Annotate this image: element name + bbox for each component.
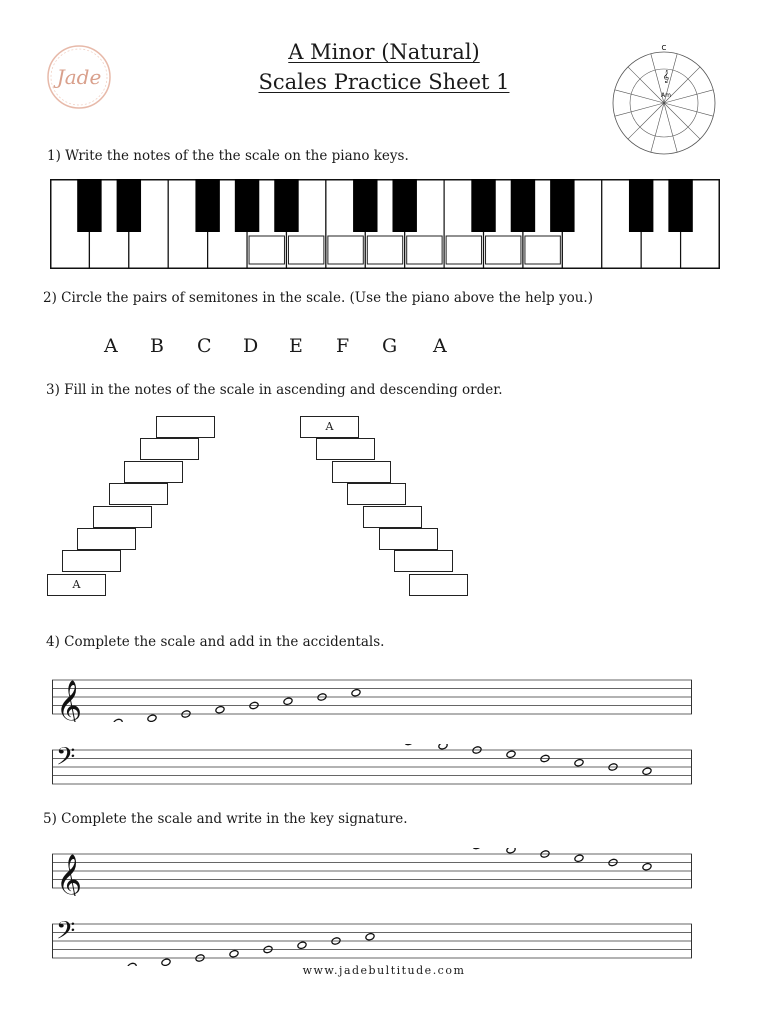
whole-note — [574, 854, 584, 863]
bass-staff-q5 — [52, 918, 692, 966]
descending-step[interactable] — [394, 550, 453, 572]
wheel-segment-line — [664, 103, 713, 116]
descending-step[interactable] — [363, 506, 422, 528]
wheel-segment-line — [615, 103, 664, 116]
scale-letter[interactable]: G — [382, 335, 398, 357]
bass-staff-q4 — [52, 744, 692, 792]
answer-box[interactable] — [367, 236, 402, 264]
black-key[interactable] — [195, 179, 219, 232]
black-key[interactable] — [274, 179, 298, 232]
whole-note — [472, 848, 482, 850]
black-key[interactable] — [77, 179, 101, 232]
wheel-segment-line — [664, 103, 700, 139]
black-key[interactable] — [235, 179, 259, 232]
ascending-step[interactable] — [62, 550, 121, 572]
ascending-step[interactable] — [156, 416, 215, 438]
whole-note — [113, 718, 123, 722]
footer-website[interactable]: www.jadebultitude.com — [302, 964, 466, 977]
answer-box[interactable] — [328, 236, 363, 264]
answer-box[interactable] — [525, 236, 560, 264]
descending-step[interactable] — [332, 461, 391, 483]
whole-note — [215, 705, 225, 714]
answer-box[interactable] — [407, 236, 442, 264]
question-1: 1) Write the notes of the the scale on the piano keys. — [47, 148, 409, 164]
circle-of-fifths-wheel — [608, 42, 718, 157]
ascending-step[interactable] — [109, 483, 168, 505]
question-2: 2) Circle the pairs of semitones in the scale. (Use the piano above the help you.) — [43, 290, 593, 306]
whole-note — [365, 932, 375, 941]
question-5: 5) Complete the scale and write in the key signature. — [43, 811, 408, 827]
descending-step[interactable]: A — [300, 416, 359, 438]
ascending-step[interactable] — [93, 506, 152, 528]
scale-letter[interactable]: E — [289, 335, 303, 357]
question-4: 4) Complete the scale and add in the accidentals. — [46, 634, 385, 650]
treble-staff-q4 — [52, 674, 692, 722]
scale-letter[interactable]: B — [150, 335, 164, 357]
treble-clef-icon: 𝄞 — [56, 854, 83, 896]
ascending-step[interactable]: A — [47, 574, 106, 596]
whole-note — [642, 862, 652, 871]
logo-text: Jade — [56, 65, 102, 89]
scale-letter[interactable]: F — [336, 335, 350, 357]
black-key[interactable] — [117, 179, 141, 232]
treble-staff-q5 — [52, 848, 692, 896]
page-subtitle: Scales Practice Sheet 1 — [258, 70, 510, 94]
whole-note — [574, 758, 584, 767]
black-key[interactable] — [471, 179, 495, 232]
wheel-segment-line — [664, 103, 677, 152]
treble-clef-icon: 𝄞 — [56, 680, 83, 722]
descending-step[interactable] — [379, 528, 438, 550]
descending-step[interactable] — [316, 438, 375, 460]
whole-note — [351, 688, 361, 697]
question-3: 3) Fill in the notes of the scale in ascending and descending order. — [46, 382, 503, 398]
descending-step[interactable] — [409, 574, 468, 596]
whole-note — [229, 949, 239, 958]
whole-note — [642, 767, 652, 776]
scale-letter[interactable]: D — [243, 335, 259, 357]
answer-box[interactable] — [288, 236, 323, 264]
whole-note — [283, 697, 293, 706]
answer-box[interactable] — [249, 236, 284, 264]
descending-step[interactable] — [347, 483, 406, 505]
wheel-segment-line — [628, 67, 664, 103]
wheel-top-label: C — [661, 44, 667, 52]
wheel-segment-line — [628, 103, 664, 139]
piano-keyboard — [50, 179, 720, 269]
answer-box[interactable] — [446, 236, 481, 264]
wheel-segment-line — [651, 103, 664, 152]
whole-note — [297, 941, 307, 950]
black-key[interactable] — [629, 179, 653, 232]
black-key[interactable] — [550, 179, 574, 232]
black-key[interactable] — [511, 179, 535, 232]
wheel-segment-line — [664, 90, 713, 103]
treble-clef-icon: 𝄞 — [662, 70, 670, 83]
black-key[interactable] — [353, 179, 377, 232]
ascending-step[interactable] — [77, 528, 136, 550]
scale-letter[interactable]: C — [197, 335, 212, 357]
wheel-segment-line — [615, 90, 664, 103]
ascending-step[interactable] — [124, 461, 183, 483]
whole-note — [506, 750, 516, 759]
bass-clef-icon: 𝄢 — [56, 744, 76, 778]
black-key[interactable] — [392, 179, 416, 232]
bass-clef-icon: 𝄢 — [56, 918, 76, 952]
page-title: A Minor (Natural) — [288, 40, 480, 64]
scale-letter[interactable]: A — [104, 335, 118, 357]
whole-note — [438, 744, 448, 750]
whole-note — [506, 848, 516, 854]
ascending-step[interactable] — [140, 438, 199, 460]
wheel-inner-label: Am — [661, 92, 671, 99]
black-key[interactable] — [668, 179, 692, 232]
answer-box[interactable] — [486, 236, 521, 264]
whole-note — [147, 714, 157, 722]
scale-letter[interactable]: A — [433, 335, 447, 357]
whole-note — [404, 744, 414, 746]
